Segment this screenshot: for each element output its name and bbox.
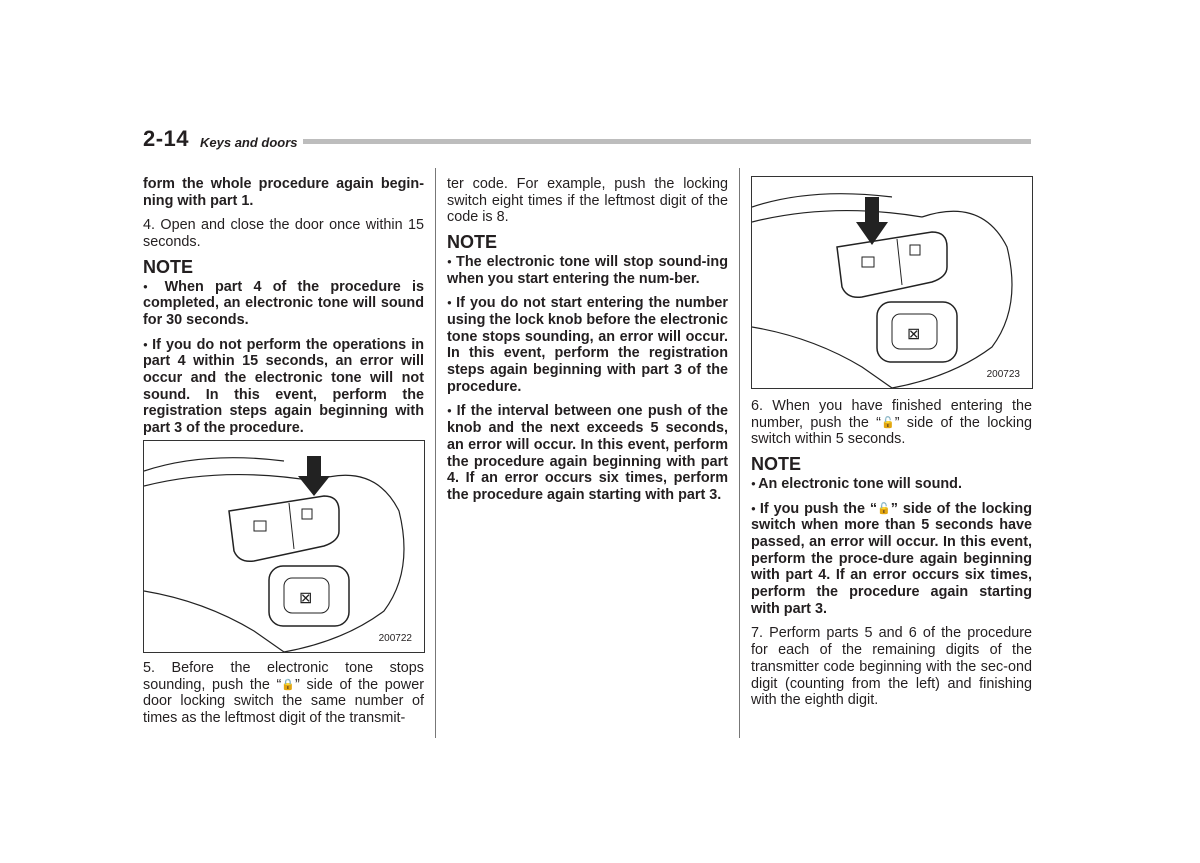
note-item: ● If you do not perform the operations in part 4 within 15 seconds, an error will occur and the electronic tone will not sound. In this event, perform the registration steps again beginning with part 3 of the procedure. — [143, 337, 424, 437]
note-heading: NOTE — [143, 256, 194, 277]
figure-switch-lock — [143, 440, 425, 653]
header-rule — [303, 139, 1031, 144]
unlock-icon: 🔓 — [880, 416, 895, 429]
page-number: 2-14 — [143, 126, 190, 151]
figure-code: 200722 — [378, 633, 412, 644]
note-item: ● If the interval between one push of the knob and the next exceeds 5 seconds, an error will occur. In this event, perform the procedure again beginning with part 4. If an error occurs six times, perform the procedure again starting with part 3. — [447, 403, 728, 503]
note-item: ● When part 4 of the procedure is completed, an electronic tone will sound for 30 seconds. — [143, 279, 424, 329]
note-heading: NOTE — [751, 454, 802, 475]
column-2 — [447, 176, 728, 512]
step-4: 4. Open and close the door once within 15 seconds. — [143, 217, 424, 251]
switch-illustration — [144, 441, 424, 652]
page-header — [143, 126, 1031, 156]
figure-switch-unlock — [751, 176, 1033, 389]
svg-text:⊠: ⊠ — [907, 326, 921, 343]
column-3 — [751, 398, 1032, 717]
column-divider — [739, 168, 740, 738]
continued-text: form the whole procedure again begin-ning with part 1. — [143, 176, 424, 209]
switch-illustration — [752, 177, 1032, 388]
note-item: ● If you do not start entering the number using the lock knob before the electronic tone stops sounding, an error will occur. In this event, perform the registration steps again beginning with part 3 of the procedure. — [447, 295, 728, 395]
continued-text: ter code. For example, push the locking switch eight times if the leftmost digit of the code is 8. — [447, 176, 728, 226]
note-item: ● If you push the “🔓” side of the locking switch when more than 5 seconds have passed, an error will occur. In this event, perform the proce-dure again beginning with part 4. If an error occurs six times, perform the procedure again starting with part 3. — [751, 501, 1032, 618]
section-title: Keys and doors — [200, 135, 298, 150]
svg-text:⊠: ⊠ — [299, 590, 313, 607]
column-1 — [143, 176, 424, 445]
step-5: 5. Before the electronic tone stops sounding, push the “🔒” side of the power door locking switch the same number of times as the leftmost digit of the transmit- — [143, 660, 424, 727]
unlock-icon: 🔓 — [877, 502, 891, 515]
step-6: 6. When you have finished entering the number, push the “🔓” side of the locking switch within 5 seconds. — [751, 398, 1032, 448]
lock-icon: 🔒 — [281, 678, 296, 691]
figure-code: 200723 — [986, 369, 1020, 380]
step-7: 7. Perform parts 5 and 6 of the procedure for each of the remaining digits of the transmitter code beginning with the sec-ond digit (counting from the left) and finishing with the eighth digit. — [751, 625, 1032, 709]
note-item: ● The electronic tone will stop sound-ing when you start entering the num-ber. — [447, 254, 728, 287]
column-1-bottom — [143, 660, 424, 735]
note-item: ● An electronic tone will sound. — [751, 476, 1032, 493]
column-divider — [435, 168, 436, 738]
note-heading: NOTE — [447, 232, 498, 253]
